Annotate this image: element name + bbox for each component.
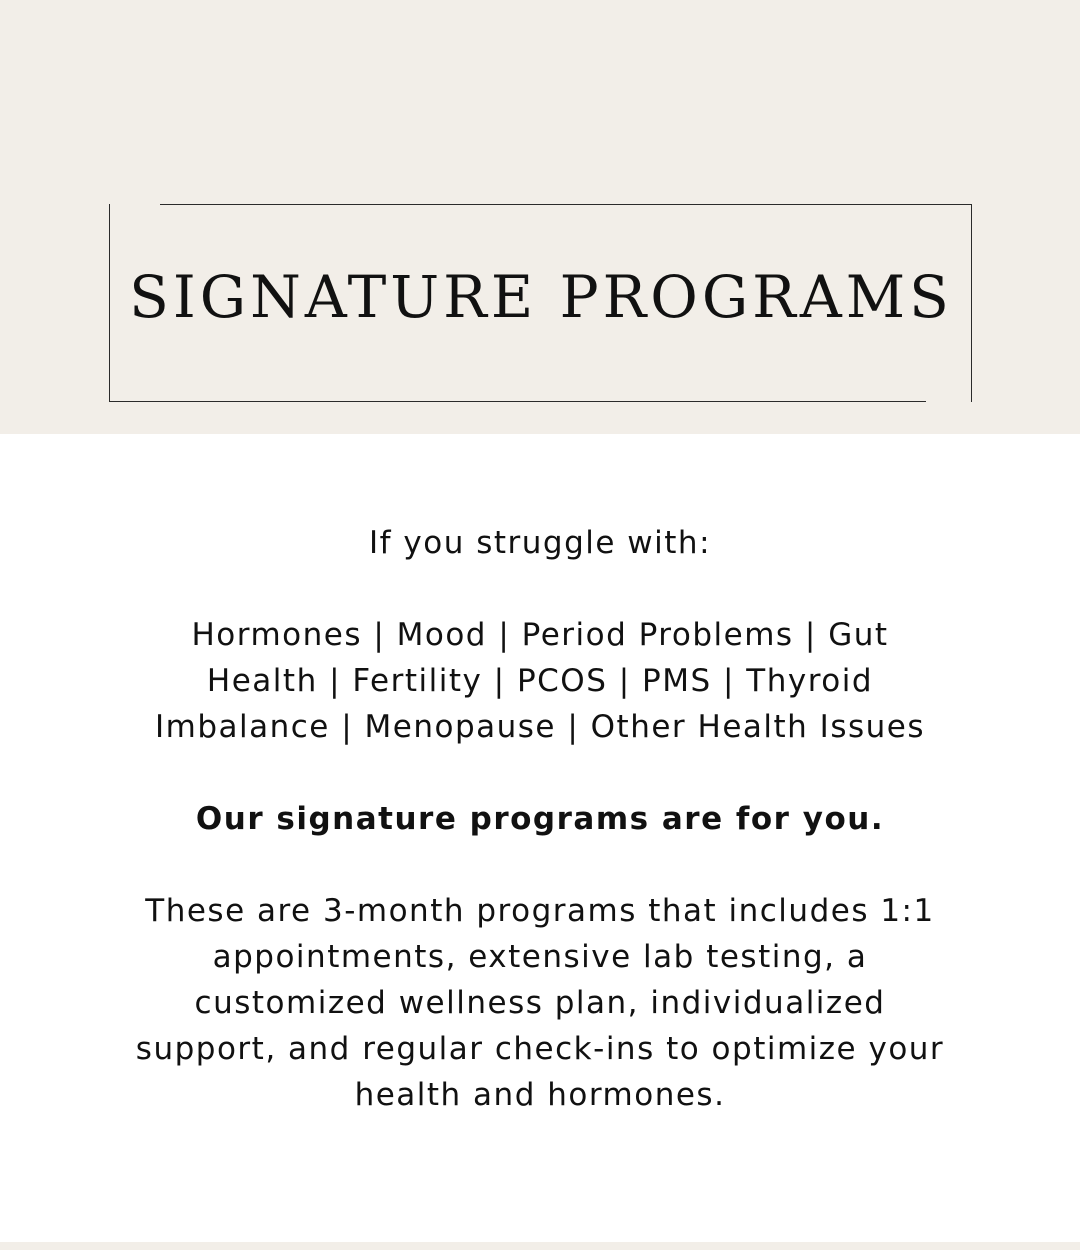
program-description [100,520,980,1118]
description-line-3: customized wellness plan, individualized [194,985,886,1021]
issues-line-2: Health | Fertility | PCOS | PMS | Thyroid [206,663,874,699]
intro-text: If you struggle with: [368,525,712,561]
frame-bottom-line [109,401,926,402]
description-line-1: These are 3-month programs that includes 1:1 [145,893,935,929]
spacer [100,842,980,888]
hero-banner [0,0,1080,434]
spacer [100,750,980,796]
description-line-4: support, and regular check-ins to optimize your [135,1031,945,1067]
description-line-5: health and hormones. [354,1077,726,1113]
page-title: SIGNATURE PROGRAMS [129,263,953,331]
programs-headline: Our signature programs are for you. [195,801,885,837]
issues-line-1: Hormones | Mood | Period Problems | Gut [191,617,889,653]
learn-more-button[interactable] [0,1206,1080,1250]
issues-line-3: Imbalance | Menopause | Other Health Issues [154,709,925,745]
learn-more-label: Learn More [426,1206,654,1250]
description-line-2: appointments, extensive lab testing, a [212,939,868,975]
spacer [100,566,980,612]
frame-top-line [160,204,972,205]
